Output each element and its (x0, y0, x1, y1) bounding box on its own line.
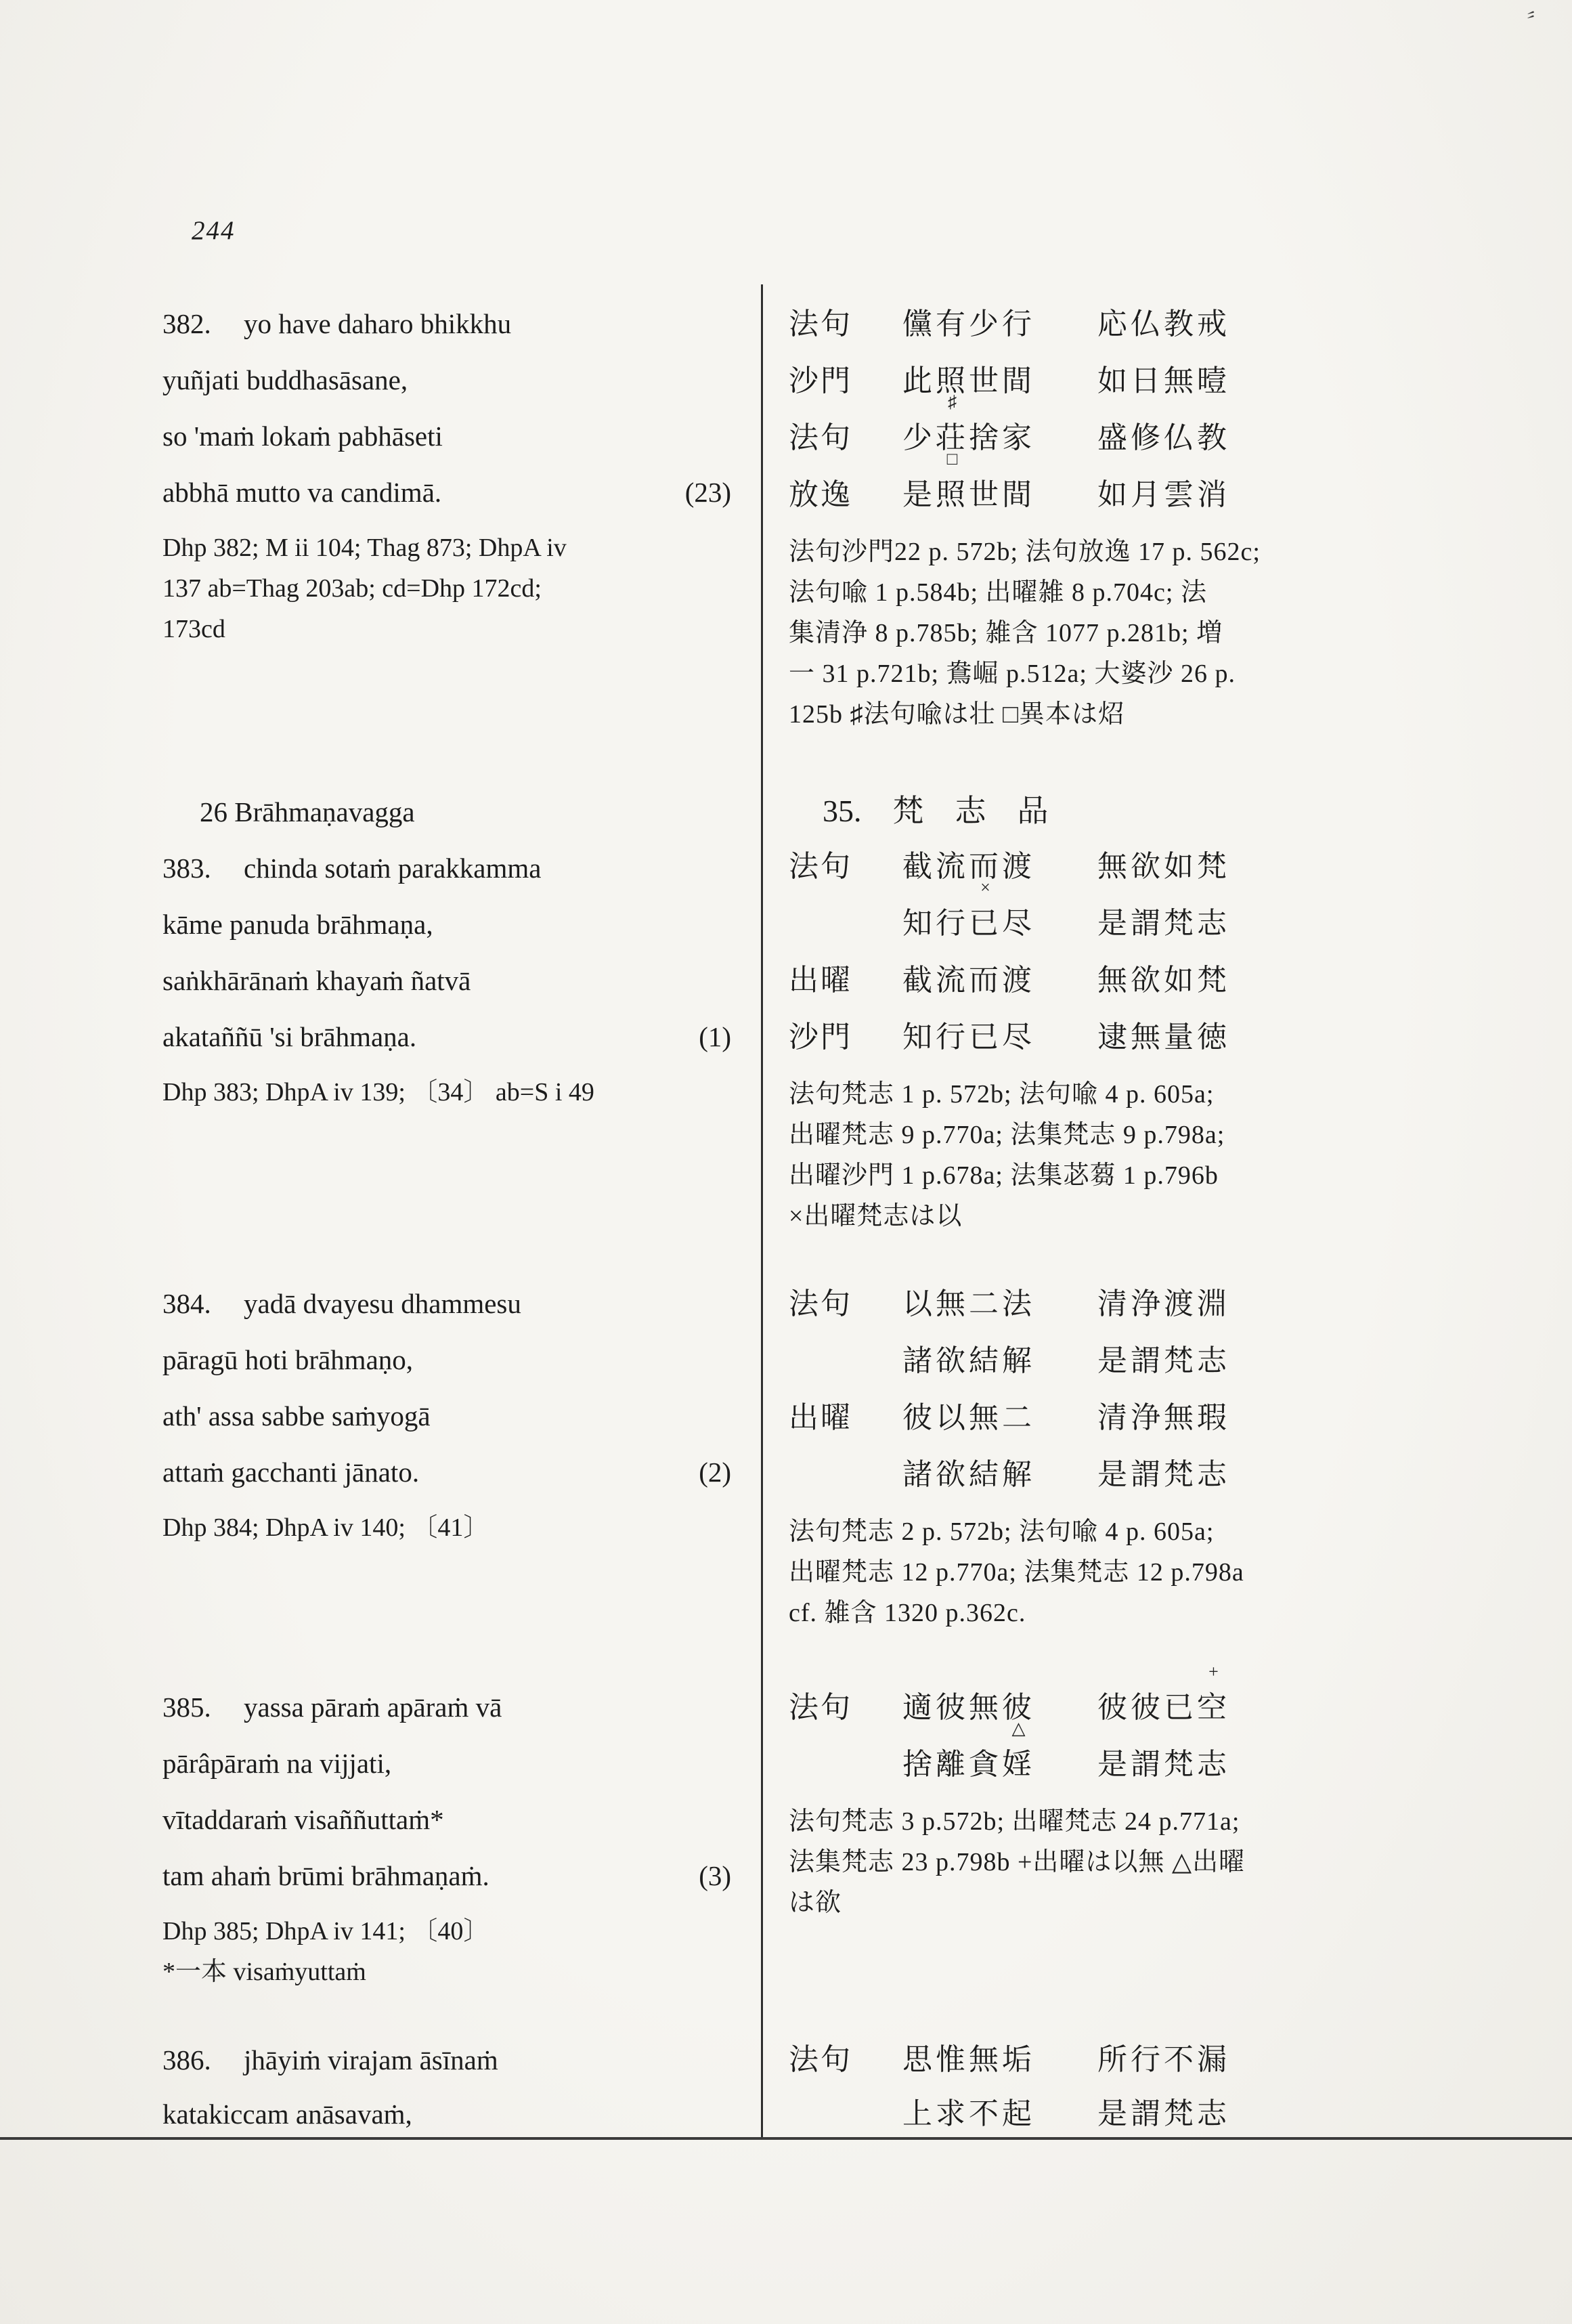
chinese-reference-line: 集清浄 8 p.785b; 雑含 1077 p.281b; 増 (789, 619, 1223, 647)
source-label (789, 2087, 902, 2141)
pali-references (162, 1507, 745, 1548)
chinese-reference-line: 一 31 p.721b; 鴦崛 p.512a; 大婆沙 26 p. (789, 660, 1236, 688)
pali-text: so 'maṁ lokaṁ pabhāseti (162, 421, 443, 452)
chinese-phrase: 上求不起 (902, 2097, 1035, 2130)
verse-number: 386. (162, 2044, 211, 2075)
pali-text: jhāyiṁ virajam āsīnaṁ (244, 2044, 498, 2075)
pali-line (162, 1276, 745, 1332)
source-label: 出曜 (789, 964, 852, 997)
verse-count: (3) (699, 1860, 731, 1891)
pali-reference-line: 137 ab=Thag 203ab; cd=Dhp 172cd; (162, 574, 542, 603)
chinese-phrase: 適彼無彼 (902, 1691, 1035, 1724)
chinese-line (789, 1662, 1557, 1736)
chinese-phrase: 清浄渡淵 (1097, 1287, 1230, 1320)
chinese-phrase: 無欲如梵 (1097, 964, 1230, 997)
pali-column (162, 1679, 745, 1992)
chinese-phrase: 盛修仏教 (1097, 421, 1230, 454)
variant-mark: × (980, 878, 990, 897)
pali-line (162, 840, 745, 897)
chinese-references (789, 532, 1557, 735)
chinese-reference-line: 125b ♯法句喩は壮 □異本は炤 (789, 700, 1125, 729)
chinese-phrase: 是謂梵志 (1097, 1344, 1230, 1377)
pali-line (162, 1332, 745, 1388)
pali-text: pārâpāraṁ na vijjati, (162, 1748, 392, 1779)
annotated-char: 婬 △ (1002, 1719, 1035, 1781)
pali-reference-line: Dhp 382; M ii 104; Thag 873; DhpA iv (162, 534, 567, 562)
pali-line (162, 352, 745, 408)
pali-reference-line: Dhp 385; DhpA iv 141; 〔40〕 (162, 1917, 489, 1945)
chinese-line (789, 2087, 1557, 2141)
chinese-phrase: 如日無曀 (1097, 364, 1230, 397)
chinese-reference-line: 出曜梵志 9 p.770a; 法集梵志 9 p.798a; (789, 1121, 1225, 1149)
pali-line (162, 1792, 745, 1848)
chinese-verse (789, 1276, 1557, 1503)
pin-heading: 35. 梵 志 品 (823, 794, 1049, 828)
variant-mark: + (1208, 1662, 1219, 1681)
pali-text: pāragū hoti brāhmaṇo, (162, 1344, 414, 1375)
variant-mark: □ (946, 449, 958, 469)
pali-line (162, 465, 745, 521)
chinese-reference-line: 法句喩 1 p.584b; 出曜雑 8 p.704c; 法 (789, 578, 1207, 607)
source-label: 沙門 (789, 1020, 852, 1054)
pali-text: yo have daharo bhikkhu (244, 308, 512, 339)
chinese-phrase: 諸欲結解 (902, 1458, 1035, 1491)
chinese-phrase: 是謂梵志 (1097, 2097, 1230, 2130)
source-label (789, 895, 902, 952)
chinese-line (789, 1276, 1557, 1333)
chinese-verse (789, 2033, 1557, 2141)
chinese-line (789, 392, 1557, 467)
verse-count: (1) (699, 1021, 731, 1052)
chinese-reference-line: 法句梵志 2 p. 572b; 法句喩 4 p. 605a; (789, 1518, 1215, 1546)
chinese-phrase: 清浄無瑕 (1097, 1401, 1230, 1434)
verse-number: 384. (162, 1288, 211, 1319)
pali-text: katakiccam anāsavaṁ, (162, 2099, 412, 2130)
chinese-reference-line: ×出曜梵志は以 (789, 1202, 963, 1230)
vagga-heading: 26 Brāhmaṇavagga (200, 796, 415, 827)
pali-references (162, 1072, 745, 1113)
variant-mark: ♯ (948, 392, 957, 412)
pali-line (162, 953, 745, 1009)
pali-text: yadā dvayesu dhammesu (244, 1288, 521, 1319)
chinese-phrase: 逮無量徳 (1097, 1020, 1230, 1054)
annotated-char: 荘 ♯ (936, 392, 969, 454)
pali-text: saṅkhārānaṁ khayaṁ ñatvā (162, 965, 471, 996)
source-label: 法句 (789, 1691, 852, 1724)
pali-references (162, 1911, 745, 1992)
chinese-reference-line: 出曜沙門 1 p.678a; 法集苾蒭 1 p.796b (789, 1161, 1219, 1190)
verse-count: (2) (699, 1457, 731, 1488)
pali-reference-line: 173cd (162, 615, 225, 643)
pali-verse (162, 296, 745, 521)
source-label: 法句 (789, 850, 852, 883)
chinese-reference-line: 法句沙門22 p. 572b; 法句放逸 17 p. 562c; (789, 538, 1261, 566)
source-label: 出曜 (789, 1401, 852, 1434)
chinese-phrase: 所行不漏 (1097, 2043, 1230, 2076)
chinese-phrase: 是謂梵志 (1097, 1458, 1230, 1491)
pali-verse (162, 840, 745, 1065)
pali-line (162, 1388, 745, 1444)
pali-line (162, 1679, 745, 1736)
pali-text: vītaddaraṁ visaññuttaṁ* (162, 1804, 444, 1835)
chinese-line (789, 1446, 1557, 1503)
pali-text: ath' assa sabbe saṁyogā (162, 1400, 431, 1432)
chinese-phrase: 截流而渡 (902, 850, 1035, 883)
pali-verse (162, 1679, 745, 1904)
pali-reference-line: *一本 visaṁyuttaṁ (162, 1958, 366, 1986)
chinese-column (789, 2033, 1557, 2149)
source-label: 法句 (789, 2043, 852, 2076)
chinese-reference-line: cf. 雑含 1320 p.362c. (789, 1599, 1026, 1627)
pali-text: yassa pāraṁ apāraṁ vā (244, 1692, 502, 1723)
chinese-phrase: 応仏教戒 (1097, 307, 1230, 341)
chinese-line (789, 2033, 1557, 2087)
chinese-phrase: 是謂梵志 (1097, 1748, 1230, 1781)
source-label: 放逸 (789, 478, 852, 511)
pali-line (162, 1848, 745, 1904)
variant-mark: △ (1011, 1719, 1026, 1738)
chinese-phrase: 此照世間 (902, 364, 1035, 397)
chinese-references (789, 1801, 1557, 1923)
pali-line (162, 897, 745, 953)
pali-line (162, 296, 745, 352)
pali-column (162, 2033, 745, 2148)
verse-number: 383. (162, 853, 211, 884)
pali-verse (162, 2033, 745, 2141)
chinese-phrase: 以無二法 (902, 1287, 1035, 1320)
chinese-line (789, 296, 1557, 353)
pali-line (162, 1009, 745, 1065)
chinese-references (789, 1074, 1557, 1236)
annotated-char: 已 × (969, 878, 1002, 940)
chinese-column (789, 1662, 1557, 1923)
chinese-column (789, 1276, 1557, 1633)
source-label: 沙門 (789, 364, 852, 397)
verse-number: 385. (162, 1692, 211, 1723)
annotated-char: 空 + (1197, 1662, 1230, 1724)
pali-text: attaṁ gacchanti jānato. (162, 1457, 420, 1488)
pali-text: tam ahaṁ brūmi brāhmaṇaṁ. (162, 1860, 489, 1891)
chinese-reference-line: 法句梵志 1 p. 572b; 法句喩 4 p. 605a; (789, 1080, 1215, 1109)
chinese-verse (789, 296, 1557, 523)
chinese-phrase: 知行已 × 尽 (902, 895, 1035, 952)
pali-text: yuñjati buddhasāsane, (162, 364, 408, 395)
page-number: 244 (192, 216, 236, 245)
chinese-phrase: 截流而渡 (902, 964, 1035, 997)
chinese-column (789, 296, 1557, 735)
pali-line (162, 408, 745, 465)
pali-references (162, 528, 745, 649)
chinese-phrase: 知行已尽 (902, 1020, 1035, 1054)
chinese-verse (789, 838, 1557, 1066)
chinese-phrase: 少荘 ♯ 捨家 (902, 410, 1035, 467)
pali-reference-line: Dhp 383; DhpA iv 139; 〔34〕 ab=S i 49 (162, 1078, 594, 1106)
chinese-line (789, 353, 1557, 410)
chinese-phrase: 諸欲結解 (902, 1344, 1035, 1377)
chinese-line (789, 1333, 1557, 1390)
source-label: 法句 (789, 421, 852, 454)
chinese-phrase: 是謂梵志 (1097, 907, 1230, 940)
chinese-verse (789, 1662, 1557, 1793)
pali-column (162, 784, 745, 1113)
pali-line (162, 1736, 745, 1792)
source-label (789, 1446, 902, 1503)
pali-text: kāme panuda brāhmaṇa, (162, 909, 433, 940)
annotated-char: 照 □ (936, 449, 969, 511)
pali-line (162, 2033, 745, 2087)
chinese-line (789, 1009, 1557, 1066)
pali-text: akataññū 'si brāhmaṇa. (162, 1021, 417, 1052)
pali-verse (162, 1276, 745, 1501)
source-label (789, 1736, 902, 1793)
chinese-column (789, 784, 1557, 1236)
verse-number: 382. (162, 308, 211, 339)
chinese-phrase: 思惟無垢 (902, 2043, 1035, 2076)
scan-artifact-mark: 〞 (1523, 9, 1548, 36)
pali-line (162, 1444, 745, 1501)
pali-text: chinda sotaṁ parakkamma (244, 853, 542, 884)
chinese-references (789, 1511, 1557, 1633)
pali-column (162, 1276, 745, 1548)
chinese-phrase: 彼彼已空 + (1097, 1679, 1230, 1736)
chinese-line (789, 1390, 1557, 1446)
chinese-line (789, 878, 1557, 952)
chinese-phrase: 無欲如梵 (1097, 850, 1230, 883)
verse-count: (23) (684, 477, 731, 508)
chinese-reference-line: 法集梵志 23 p.798b +出曜は以無 △出曜 (789, 1848, 1246, 1876)
chinese-line (789, 1719, 1557, 1793)
pali-column (162, 296, 745, 649)
chinese-phrase: 如月雲消 (1097, 478, 1230, 511)
chinese-line (789, 449, 1557, 523)
chinese-phrase: 捨離貪婬 △ (902, 1736, 1035, 1793)
source-label: 法句 (789, 307, 852, 341)
source-label: 法句 (789, 1287, 852, 1320)
chinese-line (789, 838, 1557, 895)
chinese-line (789, 952, 1557, 1009)
pali-text: abbhā mutto va candimā. (162, 477, 442, 508)
source-label (789, 1333, 902, 1390)
pali-reference-line: Dhp 384; DhpA iv 140; 〔41〕 (162, 1513, 489, 1542)
chinese-phrase: 儻有少行 (902, 307, 1035, 341)
chinese-reference-line: 法句梵志 3 p.572b; 出曜梵志 24 p.771a; (789, 1807, 1240, 1836)
pali-line (162, 2087, 745, 2141)
chinese-reference-line: は欲 (789, 1889, 842, 1917)
chinese-reference-line: 出曜梵志 12 p.770a; 法集梵志 12 p.798a (789, 1558, 1244, 1587)
chinese-phrase: 是照 □ 世間 (902, 467, 1035, 523)
chinese-phrase: 彼以無二 (902, 1401, 1035, 1434)
